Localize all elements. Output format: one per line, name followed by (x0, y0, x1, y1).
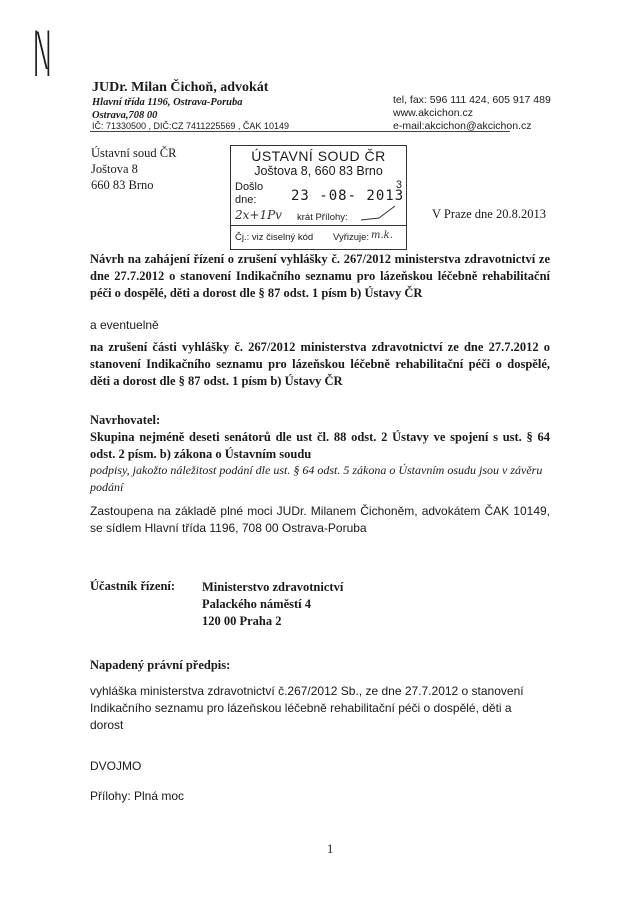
participant-line-1: Ministerstvo zdravotnictví (202, 580, 344, 594)
copies-text: DVOJMO (90, 759, 142, 773)
lawyer-street: Hlavní třída 1196, Ostrava-Poruba (92, 97, 243, 108)
proposal-title: Návrh na zahájení řízení o zrušení vyhlášky č. 267/2012 ministerstva zdravotnictví ze dne 27.7.2012 o stanovení Indikačního seznamu pro lázeňskou léčebně rehabilitační péči o dospělé, děti a dorost dle § 87 odst. 1 písm b) Ústavy ČR (90, 252, 550, 300)
lawyer-email: e-mail:akcichon@akcichon.cz (393, 120, 532, 132)
proposer-text: Skupina nejméně deseti senátorů dle ust čl. 88 odst. 2 Ústavy ve spojení s ust. § 64 odst. 2 písm. b) zákona o Ústavním soudu (90, 430, 550, 461)
header-divider (90, 131, 510, 132)
court-receipt-stamp (230, 145, 407, 250)
stamp-received-label-2: dne: (235, 194, 257, 206)
attachments-text: Přílohy: Plná moc (90, 789, 185, 803)
stamp-handles-label: Vyřizuje: (333, 232, 370, 243)
lawyer-name: JUDr. Milan Čichoň, advokát (92, 80, 269, 95)
stamp-count: 3 (395, 179, 402, 191)
lawyer-city: Ostrava,708 00 (92, 110, 158, 121)
lawyer-ids: IČ: 71330500 , DIČ:CZ 7411225569 , ČAK 10149 (92, 121, 289, 131)
lawyer-phone: tel, fax: 596 111 424, 605 917 489 (393, 94, 551, 106)
stamp-received-date: 23 -08- 2013 (291, 188, 405, 204)
stamp-handles-initials: m.k. (371, 230, 393, 241)
stamp-separator (231, 225, 406, 226)
participant-line-3: 120 00 Praha 2 (202, 614, 282, 628)
proposer-label: Navrhovatel: (90, 413, 161, 427)
proposer-note: podpisy, jakožto náležitost podání dle ust. § 64 odst. 5 zákona o Ústavním osudu jsou v závěru podání (90, 463, 543, 494)
contested-text: vyhláška ministerstva zdravotnictví č.267/2012 Sb., ze dne 27.7.2012 o stanovení Indikačního seznamu pro lázeňskou léčebně rehabilitační péči o dospělé, děti a dorost (90, 684, 524, 732)
handwritten-mark: |\| (30, 24, 49, 77)
page-number: 1 (327, 842, 334, 856)
alternative-proposal-title: na zrušení části vyhlášky č. 267/2012 ministerstva zdravotnictví ze dne 27.7.2012 o stanovení Indikačního seznamu pro lázeňskou léčebně rehabilitační péči o dospělé, děti a dorost dle § 87 odst. 1 písm b) Ústavy ČR (90, 340, 550, 388)
stamp-received-label-1: Došlo (235, 181, 264, 193)
recipient-line-1: Ústavní soud ČR (91, 146, 177, 160)
recipient-line-2: Joštova 8 (91, 162, 138, 176)
stamp-handwritten-count: 2x+1Pv (235, 208, 282, 222)
recipient-line-3: 660 83 Brno (91, 178, 154, 192)
place-and-date: V Praze dne 20.8.2013 (432, 207, 546, 221)
contested-label: Napadený právní předpis: (90, 658, 231, 672)
participant-line-2: Palackého náměstí 4 (202, 597, 312, 611)
stamp-address: Joštova 8, 660 83 Brno (254, 164, 383, 178)
stamp-title: ÚSTAVNÍ SOUD ČR (251, 148, 386, 164)
stamp-ref-label: Čj.: viz čiselný kód (235, 232, 314, 243)
lawyer-web: www.akcichon.cz (393, 107, 473, 119)
participant-label: Účastník řízení: (90, 579, 176, 593)
representation-text: Zastoupena na základě plné moci JUDr. Milanem Čichoněm, advokátem ČAK 10149, se sídlem Hlavní třída 1196, 708 00 Ostrava-Poruba (90, 504, 550, 535)
stamp-attachments-label: krát Přílohy: (297, 212, 348, 223)
eventual-text: a eventuelně (90, 318, 159, 332)
stamp-attachments-scribble (359, 204, 399, 224)
